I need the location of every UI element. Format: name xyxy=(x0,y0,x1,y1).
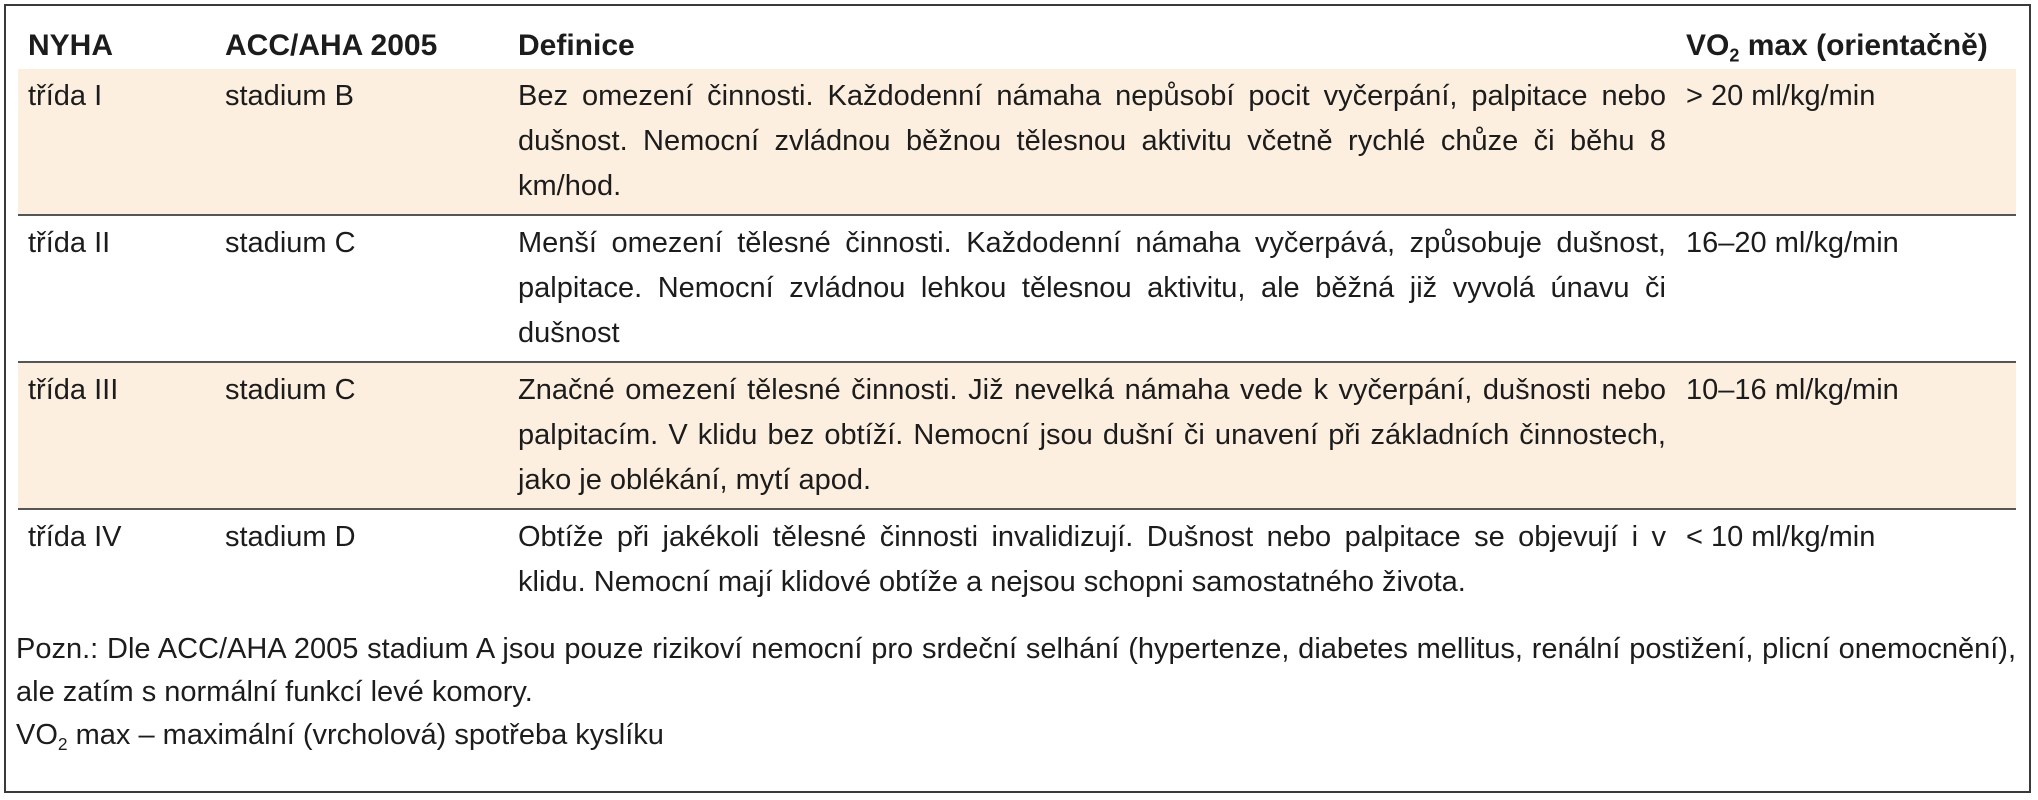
note-vo2-prefix: VO xyxy=(16,719,58,751)
table-header-row xyxy=(18,22,2016,69)
table-row xyxy=(18,362,2016,509)
cell-definition: Bez omezení činnosti. Každodenní námaha nepůsobí pocit vyčerpání, palpitace nebo dušnost. Nemocní zvládnou běžnou tělesnou aktivitu včetně rychlé chůze či běhu 8 km/hod. xyxy=(508,69,1676,215)
cell-nyha: třída I xyxy=(18,69,215,215)
cell-nyha: třída III xyxy=(18,362,215,509)
cell-acc-aha: stadium B xyxy=(215,69,508,215)
cell-nyha: třída IV xyxy=(28,521,122,553)
cell-definition: Menší omezení tělesné činnosti. Každodenní námaha vyčerpává, způsobuje dušnost, palpitace. Nemocní zvládnou lehkou tělesnou aktivitu, ale běžná již vyvolá únavu či dušnost xyxy=(508,215,1676,362)
header-vo2-suffix: max (orientačně) xyxy=(1739,29,1988,62)
note-vo2-subscript: 2 xyxy=(57,734,68,755)
cell-vo2: 16–20 ml/kg/min xyxy=(1676,215,2016,362)
header-acc-aha: ACC/AHA 2005 xyxy=(225,29,438,62)
nyha-classification-table xyxy=(18,22,2016,610)
cell-definition: Značné omezení tělesné činnosti. Již nevelká námaha vede k vyčerpání, dušnosti nebo palpitacím. V klidu bez obtíží. Nemocní jsou dušní či unavení při základních činnostech, jako je oblékání, mytí apod. xyxy=(508,362,1676,509)
cell-definition: Obtíže při jakékoli tělesné činnosti invalidizují. Dušnost nebo palpitace se objevují i v klidu. Nemocní mají klidové obtíže a nejsou schopni samostatného života. xyxy=(518,521,1666,598)
cell-acc-aha: stadium C xyxy=(215,362,508,509)
cell-nyha: třída II xyxy=(18,215,215,362)
note-vo2-suffix: max – maximální (vrcholová) spotřeba kyslíku xyxy=(67,719,664,751)
header-vo2-subscript: 2 xyxy=(1729,45,1740,66)
cell-vo2: 10–16 ml/kg/min xyxy=(1676,362,2016,509)
cell-acc-aha: stadium C xyxy=(215,215,508,362)
table-row xyxy=(18,215,2016,362)
table-row xyxy=(18,509,2016,610)
header-definition: Definice xyxy=(518,29,635,62)
table-row xyxy=(18,69,2016,215)
header-vo2-prefix: VO xyxy=(1686,29,1730,62)
note-vo2-definition xyxy=(16,714,2016,757)
header-vo2-max xyxy=(1676,22,2016,69)
table-notes xyxy=(16,628,2016,757)
cell-acc-aha: stadium D xyxy=(225,521,356,553)
cell-vo2: < 10 ml/kg/min xyxy=(1686,521,1876,553)
header-nyha: NYHA xyxy=(28,29,114,62)
cell-vo2: > 20 ml/kg/min xyxy=(1676,69,2016,215)
note-stage-a: Pozn.: Dle ACC/AHA 2005 stadium A jsou pouze rizikoví nemocní pro srdeční selhání (hypertenze, diabetes mellitus, renální postižení, plicní onemocnění), ale zatím s normální funkcí levé komory. xyxy=(16,633,2016,708)
